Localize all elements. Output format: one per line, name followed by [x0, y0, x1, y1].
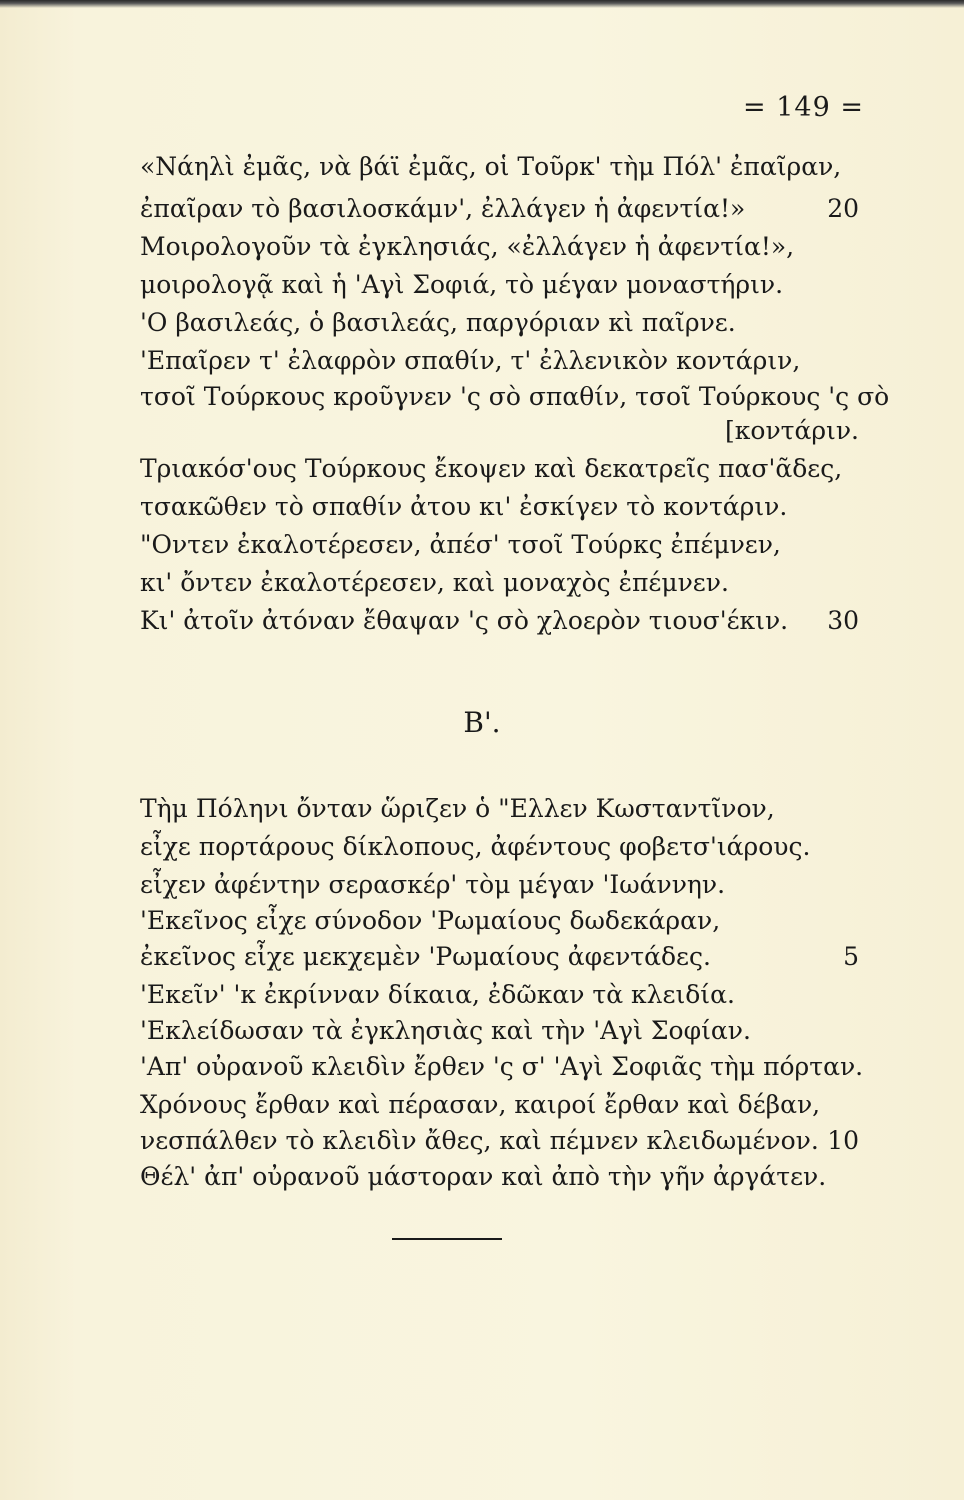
- verse-line: μοιρολογᾷ καὶ ἡ 'Αγὶ Σοφιά, τὸ μέγαν μοναστήριν.: [140, 270, 784, 299]
- verse-line: Κι' ἀτοῖν ἀτόναν ἔθαψαν 'ς σὸ χλοερὸν τιουσ'έκιν.: [140, 606, 789, 635]
- verse-line: Μοιρολογοῦν τὰ ἐγκλησιάς, «ἐλλάγεν ἡ ἀφεντία!»,: [140, 232, 795, 261]
- verse-line: 'Επαῖρεν τ' ἐλαφρὸν σπαθίν, τ' ἐλλενικὸν κοντάριν,: [140, 346, 801, 375]
- verse-line: 'Εκεῖν' 'κ ἐκρίνναν δίκαια, ἐδῶκαν τὰ κλειδία.: [140, 980, 735, 1009]
- page-top-edge: [0, 0, 964, 8]
- line-number: 20: [827, 194, 859, 223]
- verse-line: Τὴμ Πόληνι ὄνταν ὥριζεν ὁ "Ελλεν Κωσταντῖνον,: [140, 794, 775, 823]
- verse-line: τσοῖ Τούρκους κροῦγνεν 'ς σὸ σπαθίν, τσοῖ Τούρκους 'ς σὸ: [140, 382, 890, 411]
- verse-line: «Νάηλὶ ἐμᾶς, νὰ βάϊ ἐμᾶς, οἱ Τοῦρκ' τὴμ Πόλ' ἐπαῖραν,: [140, 152, 842, 181]
- verse-line: "Οντεν ἐκαλοτέρεσεν, ἀπέσ' τσοῖ Τούρκς ἐπέμνεν,: [140, 530, 781, 559]
- verse-line: 'Απ' οὐρανοῦ κλειδὶν ἔρθεν 'ς σ' 'Αγὶ Σοφιᾶς τὴμ πόρταν.: [140, 1052, 864, 1081]
- verse-line: 'Ο βασιλεάς, ὁ βασιλεάς, παργόριαν κὶ παῖρνε.: [140, 308, 736, 337]
- verse-line: Χρόνους ἔρθαν καὶ πέρασαν, καιροί ἔρθαν καὶ δέβαν,: [140, 1090, 821, 1119]
- verse-line: κι' ὄντεν ἐκαλοτέρεσεν, καὶ μοναχὸς ἐπέμνεν.: [140, 568, 729, 597]
- verse-line: εἶχεν ἀφέντην σερασκέρ' τὸμ μέγαν 'Ιωάννην.: [140, 870, 726, 899]
- verse-line: 'Εκεῖνος εἶχε σύνοδον 'Ρωμαίους δωδεκάραν,: [140, 906, 721, 935]
- line-number: 30: [827, 606, 859, 635]
- verse-line: Τριακόσ'ους Τούρκους ἔκοψεν καὶ δεκατρεῖς πασ'ᾶδες,: [140, 454, 843, 483]
- verse-line: 'Εκλείδωσαν τὰ ἐγκλησιὰς καὶ τὴν 'Αγὶ Σοφίαν.: [140, 1016, 751, 1045]
- verse-line: Θέλ' ἀπ' οὐρανοῦ μάστοραν καὶ ἀπὸ τὴν γῆν ἀργάτεν.: [140, 1162, 827, 1191]
- verse-line: τσακῶθεν τὸ σπαθίν ἀτου κι' ἐσκίγεν τὸ κοντάριν.: [140, 492, 788, 521]
- verse-line: ἐπαῖραν τὸ βασιλοσκάμν', ἐλλάγεν ἡ ἀφεντία!»: [140, 194, 746, 223]
- section-title: Β'.: [463, 706, 501, 739]
- verse-line: νεσπάλθεν τὸ κλειδὶν ἄθες, καὶ πέμνεν κλειδωμένον.: [140, 1126, 819, 1155]
- verse-line: ἐκεῖνος εἶχε μεκχεμὲν 'Ρωμαίους ἀφεντάδες.: [140, 942, 711, 971]
- verse-line: εἶχε πορτάρους δίκλοπους, ἀφέντους φοβετσ'ιάρους.: [140, 832, 811, 861]
- verse-continuation: [κοντάριν.: [725, 416, 859, 445]
- line-number: 5: [843, 942, 859, 971]
- line-number: 10: [827, 1126, 859, 1155]
- page-number: = 149 =: [743, 92, 864, 123]
- closing-rule: [392, 1238, 502, 1240]
